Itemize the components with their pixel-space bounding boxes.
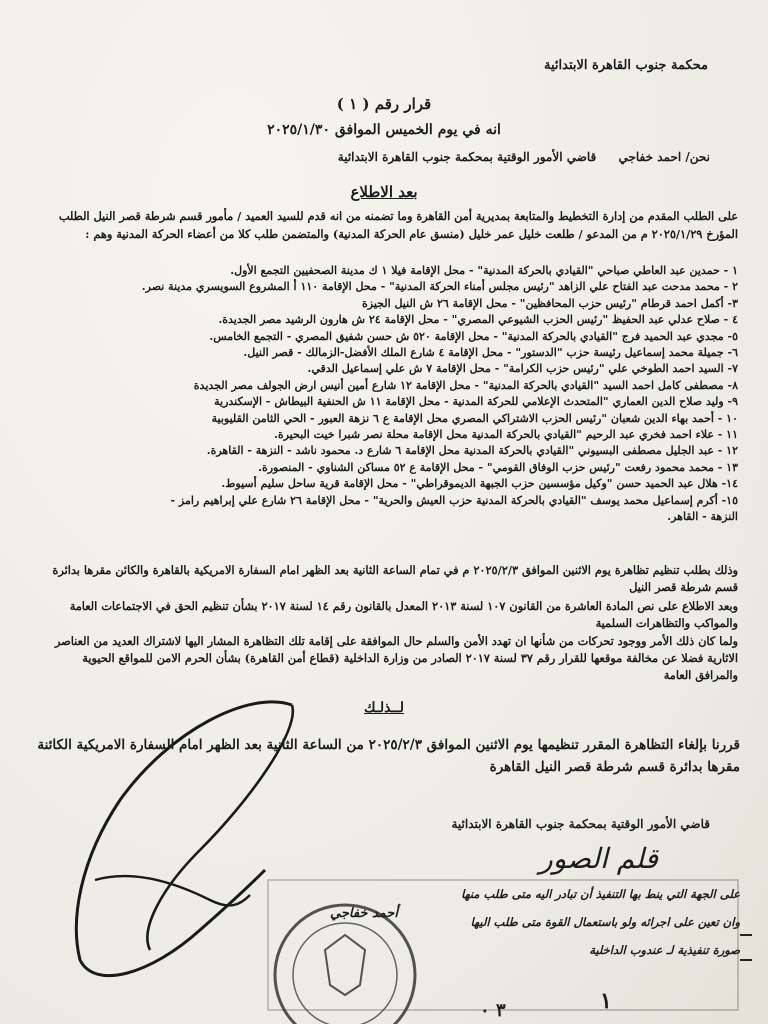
persons-list — [38, 263, 738, 526]
list-item: ١٠ - أحمد بهاء الدين شعبان "رئيس الحزب الاشتراكي المصري محل الإقامة ع ٦ نزهة العبور - الحي الثامن القليوبية — [211, 411, 738, 425]
list-item: ٦- جميلة محمد إسماعيل رئيسة حزب "الدستور" - محل الإقامة ٤ شارع الملك الأفضل-الزمالك - قصر النيل. — [243, 346, 738, 360]
list-item: ٥- مجدي عبد الحميد فرج "القيادي بالحركة المدنية" - محل الإقامة ٥٢٠ ش حسن شفيق المصري - التجمع الخامس. — [209, 329, 738, 343]
section-title: بعد الاطلاع — [350, 183, 418, 201]
stamp-line: وان تعين على اجرائه ولو باستعمال القوة متى طلب اليها — [470, 915, 740, 929]
bottom-number: ١ — [600, 988, 612, 1014]
list-item: ١ - حمدين عبد العاطي صباحي "القيادي بالحركة المدنية" - محل الإقامة فيلا ١ ك مدينة الصحفيين التجمع الأول. — [230, 264, 738, 277]
list-item: النزهة - القاهر. — [667, 510, 738, 524]
stamp-line: على الجهة التي ينط بها التنفيذ أن تبادر اليه متى طلب منها — [461, 887, 740, 901]
list-item: ٩- وليد صلاح الدين العماري "المتحدث الإعلامي للحركة المدنية - محل الإقامة ١١ ش الحنفية البيطاش - الإسكندرية — [214, 395, 738, 409]
list-item: ١٢ - عبد الجليل مصطفى البسيوني "القيادي بالحركة المدنية محل الإقامة ٦ شارع د. محمود ناشد - النزهة - القاهرة. — [206, 444, 738, 458]
signature-title: قاضي الأمور الوقتية بمحكمة جنوب القاهرة الابتدائية — [451, 817, 710, 831]
list-item: ١٥- أكرم إسماعيل محمد يوسف "القيادي بالحركة المدنية حزب العيش والحرية" - محل الإقامة ٢٦ شارع علي إبراهيم رامز - — [170, 493, 738, 507]
list-item: ١١ - علاء احمد فخري عبد الرحيم "القيادي بالحركة المدنية محل الإقامة محلة نصر شبرا خيت البحيرة. — [274, 428, 738, 442]
judge-title: قاضي الأمور الوقتية بمحكمة جنوب القاهرة الابتدائية — [337, 150, 597, 164]
decision-date: انه في يوم الخميس الموافق ٢٠٢٥/١/٣٠ — [267, 122, 501, 138]
list-item: ١٤- هلال عبد الحميد حسن "وكيل مؤسسين حزب الجبهة الديموقراطي" - محل الإقامة قرية ساحل سليم أسيوط. — [221, 477, 738, 491]
signature-stroke-icon — [95, 876, 250, 905]
stamp-title: قلم الصور — [539, 842, 658, 875]
law-paragraph: وبعد الاطلاع على نص المادة العاشرة من القانون ١٠٧ لسنة ٢٠١٣ المعدل بالقانون رقم ١٤ لسنة ٢٠١٧ بشأن تنظيم الحق في الاجتماعات العامة والمواكب والتظاهرات السلمية — [69, 599, 738, 630]
list-item: ٤ - صلاح عدلي عبد الحفيظ "رئيس الحزب الشيوعي المصري" - محل الإقامة ٢٤ ش هارون الرشيد مصر الجديدة. — [218, 313, 738, 327]
list-item: ٣- أكمل احمد قرطام "رئيس حزب المحافظين" - محل الإقامة ٢٦ ش النيل الجيزة — [361, 296, 738, 310]
stamp-line: صورة تنفيذية لـ عندوب الداخلية — [589, 943, 740, 957]
court-name: محكمة جنوب القاهرة الابتدائية — [544, 58, 708, 73]
decision-number: قرار رقم ( ١ ) — [336, 95, 432, 113]
request-paragraph: وذلك بطلب تنظيم تظاهرة يوم الاثنين الموافق ٢٠٢٥/٢/٣ م في تمام الساعة الثانية بعد الظهر امام السفارة الامريكية بالقاهرة والكائن مقرها بدائرة قسم شرطة قصر النيل — [52, 563, 738, 594]
bottom-number: ٣ ٠ — [480, 1000, 506, 1021]
reason-paragraph: ولما كان ذلك الأمر ووجود تحركات من شأنها ان تهدد الأمن والسلم حال الموافقة على إقامة تلك التظاهرة المشار اليها لاشتراك العديد من العناصر الاثارية فضلا عن مخالفة موقعها للقرار رقم ٣٧ لسنة ٢٠١٧ الصادر من وزارة الداخلية (قطاع أمن القاهرة) بشأن الحرم الامن للمواقع الحيوية والمرافق العامة — [54, 634, 738, 682]
list-item: ١٣ - محمد محمود رفعت "رئيس حزب الوفاق القومي" - محل الإقامة ع ٥٢ مساكن الشناوي - المنصورة. — [258, 460, 738, 474]
intro-paragraph: على الطلب المقدم من إدارة التخطيط والمتابعة بمديرية أمن القاهرة وما تضمنه من انه قدم للسيد العميد / مأمور قسم شرطة قصر النيل الطلب المؤرخ ٢٠٢٥/١/٢٩ م من المدعو / طلعت خليل عمر خليل (منسق عام الحركة المدنية) والمتضمن طلب كلا من أعضاء الحركة المدنية وهم : — [58, 209, 738, 241]
list-item: ٨- مصطفى كامل احمد السيد "القيادي بالحركة المدنية" - محل الإقامة ١٢ شارع أمين أنيس ارض الجولف مصر الجديدة — [193, 378, 738, 392]
judge-line — [320, 150, 710, 164]
list-item: ٢ - محمد مدحت عبد الفتاح علي الزاهد "رئيس مجلس أمناء الحركة المدنية" - محل الإقامة ١١٠ أ المشروع السويسري مدينة نصر. — [141, 280, 738, 294]
ruling-paragraph: قررنا بإلغاء التظاهرة المقرر تنظيمها يوم الاثنين الموافق ٢٠٢٥/٢/٣ من الساعة الثانية بعد الظهر امام السفارة الامريكية الكائنة مقرها بدائرة قسم شرطة قصر النيل القاهرة — [37, 737, 740, 775]
we-label: نحن/ احمد خفاجي — [618, 150, 710, 164]
list-item: ٧- السيد احمد الطوخي علي "رئيس حزب الكرامة" - محل الإقامة ٧ ش علي إسماعيل الدقي. — [307, 362, 738, 376]
handwritten-signature-name: أحمد خفاجي — [330, 906, 398, 921]
stamp-text — [320, 880, 740, 964]
therefore-title: لــذلـك — [364, 700, 404, 716]
